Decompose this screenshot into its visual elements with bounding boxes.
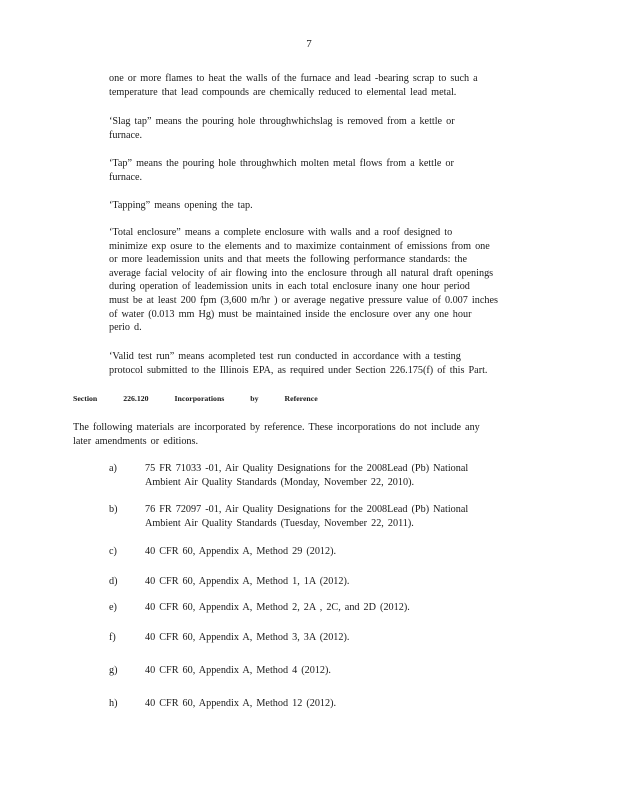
text-line: 76 FR 72097 -01, Air Quality Designations for the 2008Lead (Pb) National — [145, 504, 469, 515]
text-line: temperature that lead compounds are chemically reduced to elemental lead metal. — [109, 86, 457, 98]
text-line: 40 CFR 60, Appendix A, Method 1, 1A (2012). — [145, 576, 350, 587]
definition-tap — [109, 157, 514, 184]
list-item-label: e) — [109, 602, 117, 613]
text-line: 40 CFR 60, Appendix A, Method 4 (2012). — [145, 665, 331, 676]
text-line: during operation of leademission units in each total enclosure inany one hour period — [109, 281, 470, 293]
list-item-label: d) — [109, 576, 118, 587]
text-line: perio d. — [109, 322, 142, 334]
definition-tapping — [109, 199, 514, 213]
text-line: furnace. — [109, 129, 143, 141]
list-item-text — [145, 697, 515, 711]
list-item-text — [145, 664, 515, 678]
list-item-label: g) — [109, 665, 118, 676]
text-line: 75 FR 71033 -01, Air Quality Designations for the 2008Lead (Pb) National — [145, 463, 469, 474]
list-item-text — [145, 601, 515, 615]
list-item-label: b) — [109, 504, 118, 515]
section-title: Incorporations — [174, 394, 225, 403]
definition-slag-tap — [109, 115, 514, 142]
list-item-text — [145, 545, 515, 559]
list-item-text — [145, 503, 515, 530]
section-label: Section — [73, 394, 98, 403]
text-line: one or more flames to heat the walls of the furnace and lead -bearing scrap to such a — [109, 73, 478, 84]
text-line: must be at least 200 fpm (3,600 m/hr ) or average negative pressure value of 0.007 inches — [109, 294, 498, 306]
text-line: The following materials are incorporated by reference. These incorporations do not include any — [73, 422, 480, 433]
definition-total-enclosure — [109, 226, 514, 335]
list-item-label: c) — [109, 546, 117, 557]
text-line: 40 CFR 60, Appendix A, Method 3, 3A (2012). — [145, 632, 350, 643]
text-line: ‘Total enclosure” means a complete enclosure with walls and a roof designed to — [109, 227, 453, 238]
text-line: Ambient Air Quality Standards (Monday, November 22, 2010). — [145, 476, 415, 488]
intro-paragraph — [73, 421, 535, 448]
list-item-text — [145, 462, 515, 489]
list-item-text — [145, 575, 515, 589]
list-item-label: f) — [109, 632, 116, 643]
text-line: furnace. — [109, 171, 143, 183]
text-line: minimize exp osure to the elements and to maximize containment of emissions from one — [109, 240, 490, 252]
list-item-label: h) — [109, 698, 118, 709]
text-line: ‘Slag tap” means the pouring hole throughwhichslag is removed from a kettle or — [109, 116, 455, 127]
text-line: ‘Tap” means the pouring hole throughwhich molten metal flows from a kettle or — [109, 158, 454, 169]
text-line: or more leademission units and that meets the following performance standards: the — [109, 254, 467, 266]
section-number: 226.120 — [123, 394, 149, 403]
list-item-text — [145, 631, 515, 645]
text-line: 40 CFR 60, Appendix A, Method 29 (2012). — [145, 546, 337, 557]
text-line: 40 CFR 60, Appendix A, Method 12 (2012). — [145, 698, 337, 709]
text-line: later amendments or editions. — [73, 435, 199, 447]
definition-valid-test-run — [109, 350, 514, 377]
page-number: 7 — [306, 38, 312, 50]
text-line: ‘Tapping” means opening the tap. — [109, 200, 253, 211]
text-line: of water (0.013 mm Hg) must be maintained inside the enclosure over any one hour — [109, 308, 472, 320]
list-item-label: a) — [109, 463, 117, 474]
definition-paragraph — [109, 72, 514, 99]
text-line: ‘Valid test run” means acompleted test run conducted in accordance with a testing — [109, 351, 461, 362]
text-line: Ambient Air Quality Standards (Tuesday, November 22, 2011). — [145, 517, 414, 529]
text-line: protocol submitted to the Illinois EPA, as required under Section 226.175(f) of this Part. — [109, 364, 488, 376]
text-line: 40 CFR 60, Appendix A, Method 2, 2A , 2C, and 2D (2012). — [145, 602, 410, 613]
text-line: average facial velocity of air flowing into the enclosure through all natural draft openings — [109, 267, 494, 279]
section-title-connector: by — [250, 394, 259, 403]
section-heading — [73, 394, 336, 403]
section-title-end: Reference — [284, 394, 318, 403]
